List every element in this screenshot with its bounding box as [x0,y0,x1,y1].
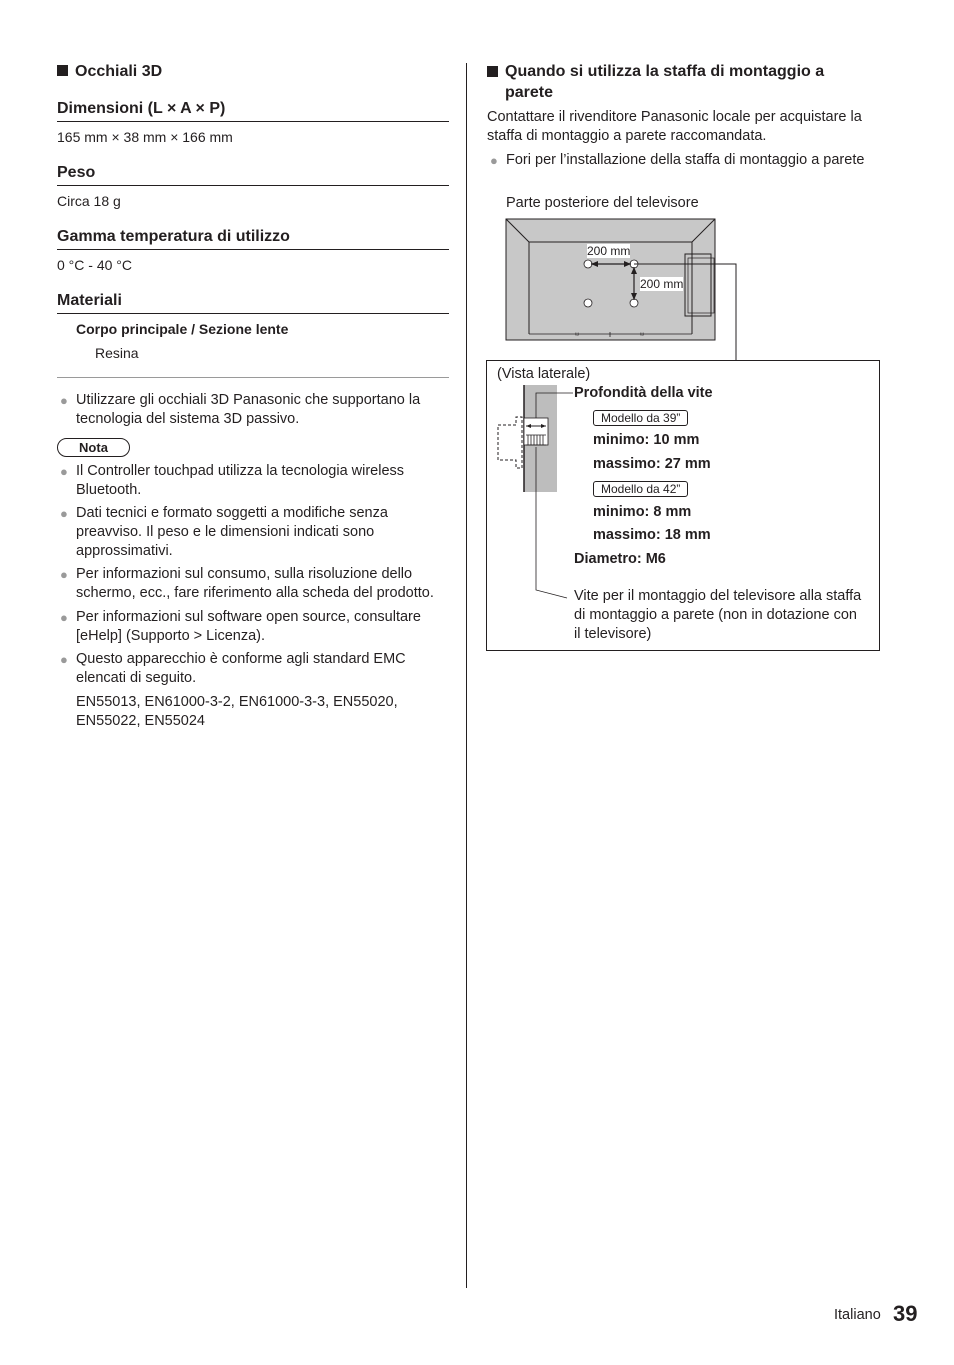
temperature-heading: Gamma temperatura di utilizzo [57,228,290,245]
note-badge: Nota [57,438,130,457]
divider [57,249,449,250]
mount-hole [584,299,592,307]
bullet-dot-icon: ● [490,153,498,168]
mount-hole [630,299,638,307]
bracket-outline [498,417,522,468]
list-item: ● Questo apparecchio è conforme agli standard EMC elencati di seguito. [60,651,406,686]
footer-language: Italiano [834,1307,881,1323]
screw-depth-label: Profondità della vite [574,385,713,401]
max-39: massimo: 27 mm [593,456,711,472]
dimensions-value: 165 mm × 38 mm × 166 mm [57,129,233,145]
model-42-badge: Modello da 42” [593,481,688,497]
bullet-dot-icon: ● [60,506,68,521]
tv-rear-illustration [505,216,745,361]
side-view-illustration [495,385,575,600]
bullet-dot-icon: ● [60,567,68,582]
bullet-dot-icon: ● [60,652,68,667]
square-bullet-icon [487,66,498,77]
foot-mark-icon: ᵚ [575,332,580,339]
model-39-badge: Modello da 39” [593,410,688,426]
list-item: ● Dati tecnici e formato soggetti a modifiche senza preavviso. Il peso e le dimensioni indicati sono approssimativi. [60,505,388,559]
dimensions-heading: Dimensioni (L × A × P) [57,100,226,117]
bullet-dot-icon: ● [60,393,68,408]
temperature-value: 0 °C - 40 °C [57,257,132,273]
weight-heading: Peso [57,164,96,181]
materials-heading: Materiali [57,292,122,309]
tv-back-panel [506,219,715,340]
min-39: minimo: 10 mm [593,432,700,448]
bullet-dot-icon: ● [60,464,68,479]
side-view-label: (Vista laterale) [497,366,591,382]
diameter-label: Diametro: M6 [574,551,666,567]
emc-standards: EN55013, EN61000-3-2, EN61000-3-3, EN55020, EN55022, EN55024 [76,694,398,729]
page-number: 39 [893,1301,918,1326]
divider [57,121,449,122]
weight-value: Circa 18 g [57,193,121,209]
section-title-wall-bracket: Quando si utilizza la staffa di montaggio a parete [487,61,872,103]
square-bullet-icon [57,65,68,76]
bullet-dot-icon: ● [60,610,68,625]
list-item: ● Fori per l’installazione della staffa di montaggio a parete [490,152,865,168]
list-item: ● Per informazioni sul software open source, consultare [eHelp] (Supporto > Licenza). [60,609,421,644]
dim-label-horizontal: 200 mm [587,244,631,258]
materials-value: Resina [95,345,139,361]
materials-sublabel: Corpo principale / Sezione lente [76,321,289,337]
mount-hole [584,260,592,268]
divider [57,313,449,314]
intro-text: Contattare il rivenditore Panasonic locale per acquistare la staffa di montaggio a parete raccomandata. [487,109,862,144]
dim-label-vertical: 200 mm [640,277,684,291]
list-item: ● Utilizzare gli occhiali 3D Panasonic che supportano la tecnologia del sistema 3D passivo. [60,392,421,427]
column-divider [466,63,467,1288]
screw-description: Vite per il montaggio del televisore alla staffa di montaggio a parete (non in dotazione con il televisore) [574,588,862,642]
screw-hole [524,418,548,445]
divider [57,185,449,186]
divider [57,377,449,378]
section-title-3d-glasses: Occhiali 3D [57,61,162,82]
list-item: ● Per informazioni sul consumo, sulla risoluzione dello schermo, ecc., fare riferimento alla scheda del prodotto. [60,566,434,601]
list-item: ● Il Controller touchpad utilizza la tecnologia wireless Bluetooth. [60,463,405,498]
rear-view-label: Parte posteriore del televisore [506,195,699,211]
min-42: minimo: 8 mm [593,504,692,520]
foot-mark-icon: ᵚ [640,332,645,339]
max-42: massimo: 18 mm [593,527,711,543]
